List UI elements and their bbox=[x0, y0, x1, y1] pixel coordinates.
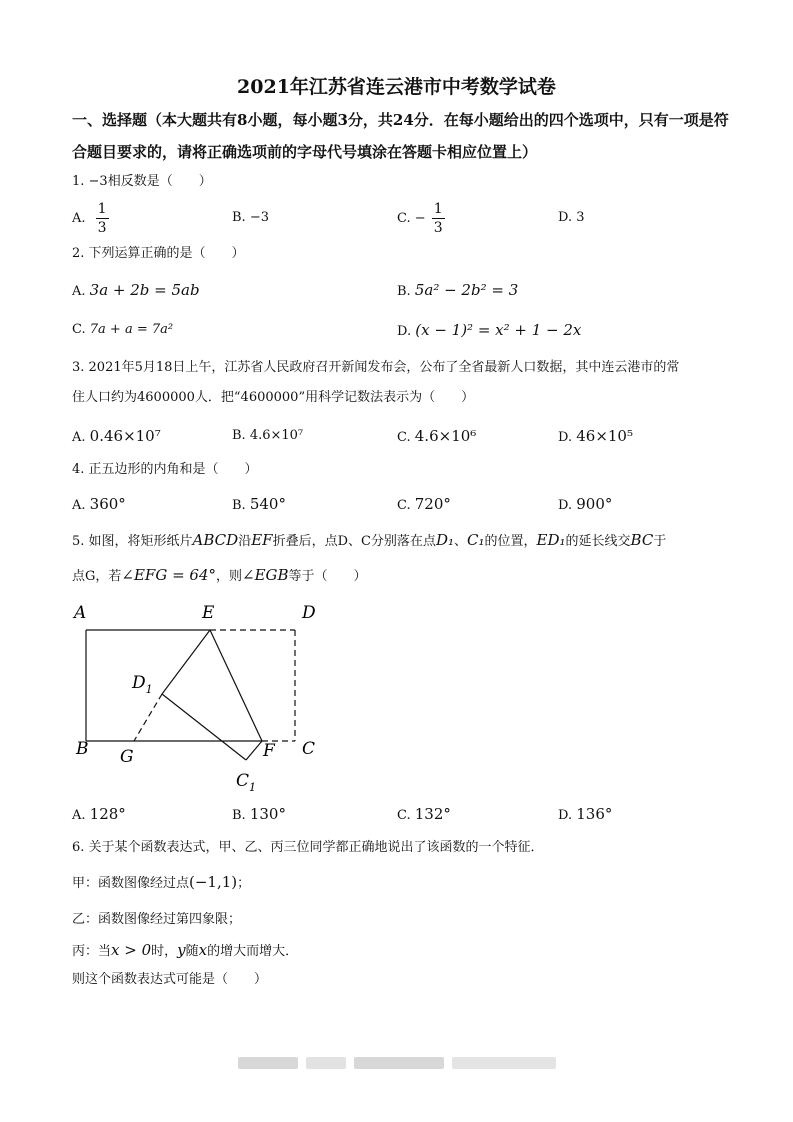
option-label: D. bbox=[397, 324, 412, 339]
question-4-option-a bbox=[72, 494, 126, 516]
math: ∠EFG = 64° bbox=[121, 566, 216, 584]
question-2-option-a bbox=[72, 280, 200, 302]
label-d1-letter: D bbox=[132, 673, 146, 693]
label-c1 bbox=[236, 771, 256, 794]
label-g: G bbox=[120, 747, 134, 767]
option-expression: 132° bbox=[414, 805, 451, 823]
fraction bbox=[432, 200, 445, 237]
question-4-option-b bbox=[232, 494, 286, 516]
text: ； bbox=[237, 876, 251, 891]
option-label: D. bbox=[558, 430, 573, 445]
math: BC bbox=[630, 531, 654, 549]
label-c1-subscript: 1 bbox=[249, 781, 257, 794]
section-heading-choice: 一、选择题（本大题共有8小题，每小题3分，共24分．在每小题给出的四个选项中，只有一项是符合题目要求的，请将正确选项前的字母代号填涂在答题卡相应位置上） bbox=[72, 111, 729, 161]
label-d: D bbox=[302, 603, 316, 623]
option-label: C. bbox=[397, 498, 411, 513]
blur-block bbox=[238, 1057, 298, 1069]
blur-block bbox=[354, 1057, 444, 1069]
numerator: 1 bbox=[433, 201, 443, 217]
text: 丙：当 bbox=[72, 944, 112, 959]
option-label: D. bbox=[558, 808, 573, 823]
text: 的位置， bbox=[484, 534, 537, 549]
question-3-option-c bbox=[397, 426, 476, 448]
denominator: 3 bbox=[433, 220, 443, 236]
option-expression: 4.6×10⁷ bbox=[249, 428, 304, 443]
question-1-option-d: D. 3 bbox=[558, 210, 585, 225]
question-5-option-d bbox=[558, 804, 612, 826]
question-3-line-1: 3. 2021年5月18日上午，江苏省人民政府召开新闻发布会，公布了全省最新人口数据，其中连云港市的常 bbox=[72, 360, 680, 375]
option-label: A. bbox=[72, 211, 86, 226]
text: 甲：函数图像经过点 bbox=[72, 876, 190, 891]
math: (−1,1) bbox=[189, 873, 238, 891]
question-4-option-c bbox=[397, 494, 451, 516]
question-6-stem: 6. 关于某个函数表达式，甲、乙、丙三位同学都正确地说出了该函数的一个特征． bbox=[72, 840, 544, 855]
label-a: A bbox=[74, 603, 87, 623]
question-5-figure bbox=[70, 596, 330, 796]
question-3-option-d bbox=[558, 426, 633, 448]
option-label: A. bbox=[72, 498, 86, 513]
question-6-jia bbox=[72, 872, 250, 894]
text: 的延长线交 bbox=[565, 534, 631, 549]
page-title: 2021年江苏省连云港市中考数学试卷 bbox=[237, 76, 556, 98]
text: 点G，若 bbox=[72, 569, 122, 584]
math: ABCD bbox=[192, 531, 239, 549]
math: x > 0 bbox=[111, 941, 152, 959]
text: 的增大而增大． bbox=[207, 944, 299, 959]
label-c1-letter: C bbox=[236, 771, 250, 791]
fold-line-ef bbox=[210, 630, 262, 741]
question-5-option-b bbox=[232, 804, 286, 826]
segment-ed1 bbox=[162, 630, 210, 694]
text: 折叠后，点D、C分别落在点 bbox=[272, 534, 436, 549]
math: D₁ bbox=[435, 531, 454, 549]
denominator: 3 bbox=[97, 220, 107, 236]
option-label: C. bbox=[397, 430, 411, 445]
numerator: 1 bbox=[97, 201, 107, 217]
question-4-stem: 4. 正五边形的内角和是（ ） bbox=[72, 462, 258, 477]
option-expression: 130° bbox=[249, 805, 286, 823]
question-5-option-a bbox=[72, 804, 126, 826]
question-6-bing bbox=[72, 940, 298, 962]
option-expression: 7a + a = 7a² bbox=[89, 322, 174, 337]
option-expression: 360° bbox=[89, 495, 126, 513]
question-3-option-a bbox=[72, 426, 161, 448]
label-d1 bbox=[131, 673, 153, 696]
segment-c1f bbox=[246, 741, 262, 760]
option-label: A. bbox=[72, 808, 86, 823]
text: 5. 如图，将矩形纸片 bbox=[72, 534, 193, 549]
option-expression: 128° bbox=[89, 805, 126, 823]
math: y bbox=[177, 941, 186, 959]
text: 时， bbox=[151, 944, 178, 959]
option-expression: (x − 1)² = x² + 1 − 2x bbox=[415, 321, 582, 339]
blurred-footer-watermark bbox=[238, 1055, 556, 1071]
label-e: E bbox=[202, 603, 215, 623]
option-label: B. bbox=[232, 428, 246, 443]
question-1-option-b: B. −3 bbox=[232, 210, 269, 225]
option-label: B. bbox=[397, 284, 411, 299]
question-4-option-d bbox=[558, 494, 612, 516]
option-label: A. bbox=[72, 430, 86, 445]
option-expression: 4.6×10⁶ bbox=[414, 427, 477, 445]
label-f: F bbox=[263, 741, 275, 761]
text: 随 bbox=[185, 944, 199, 959]
label-c: C bbox=[302, 739, 316, 759]
option-label: D. bbox=[558, 498, 573, 513]
question-5-line-1 bbox=[72, 530, 666, 552]
option-label: B. bbox=[232, 498, 246, 513]
question-6-yi: 乙：函数图像经过第四象限； bbox=[72, 912, 242, 927]
label-b: B bbox=[76, 739, 89, 759]
math: x bbox=[198, 941, 208, 959]
math: C₁ bbox=[467, 531, 485, 549]
question-6-ask: 则这个函数表达式可能是（ ） bbox=[72, 972, 268, 987]
option-label: A. bbox=[72, 284, 86, 299]
math: EF bbox=[251, 531, 273, 549]
option-expression: 3a + 2b = 5ab bbox=[89, 281, 200, 299]
question-2-option-d bbox=[397, 320, 581, 342]
question-5-line-2 bbox=[72, 565, 367, 587]
text: 于 bbox=[653, 534, 667, 549]
question-1-option-a bbox=[72, 200, 109, 237]
question-5-option-c bbox=[397, 804, 451, 826]
question-2-stem: 2. 下列运算正确的是（ ） bbox=[72, 246, 245, 261]
blur-block bbox=[452, 1057, 556, 1069]
question-3-option-b bbox=[232, 426, 303, 446]
option-expression: 540° bbox=[249, 495, 286, 513]
option-label: B. bbox=[232, 808, 246, 823]
option-expression: 46×10⁵ bbox=[576, 427, 633, 445]
question-1-stem: 1. −3相反数是（ ） bbox=[72, 174, 212, 189]
option-expression: 0.46×10⁷ bbox=[89, 427, 161, 445]
text: 沿 bbox=[238, 534, 252, 549]
question-1-option-c bbox=[397, 200, 445, 237]
text: 等于（ ） bbox=[288, 569, 367, 584]
label-d1-subscript: 1 bbox=[145, 683, 153, 696]
segment-d1c1 bbox=[162, 694, 246, 760]
option-expression: 720° bbox=[414, 495, 451, 513]
blur-block bbox=[306, 1057, 346, 1069]
option-label: C. − bbox=[397, 211, 426, 226]
text: 、 bbox=[453, 534, 467, 549]
option-expression: 136° bbox=[576, 805, 613, 823]
option-expression: 5a² − 2b² = 3 bbox=[414, 281, 519, 299]
fraction bbox=[96, 200, 109, 237]
text: ，则 bbox=[216, 569, 243, 584]
option-label: C. bbox=[397, 808, 411, 823]
question-3-line-2: 住人口约为4600000人．把“4600000”用科学记数法表示为（ ） bbox=[72, 390, 475, 405]
extension-d1g-dashed bbox=[134, 694, 162, 741]
math: ∠EGB bbox=[242, 566, 289, 584]
question-2-option-b bbox=[397, 280, 518, 302]
math: ED₁ bbox=[536, 531, 566, 549]
question-2-option-c bbox=[72, 320, 173, 340]
option-label: C. bbox=[72, 322, 86, 337]
option-expression: 900° bbox=[576, 495, 613, 513]
